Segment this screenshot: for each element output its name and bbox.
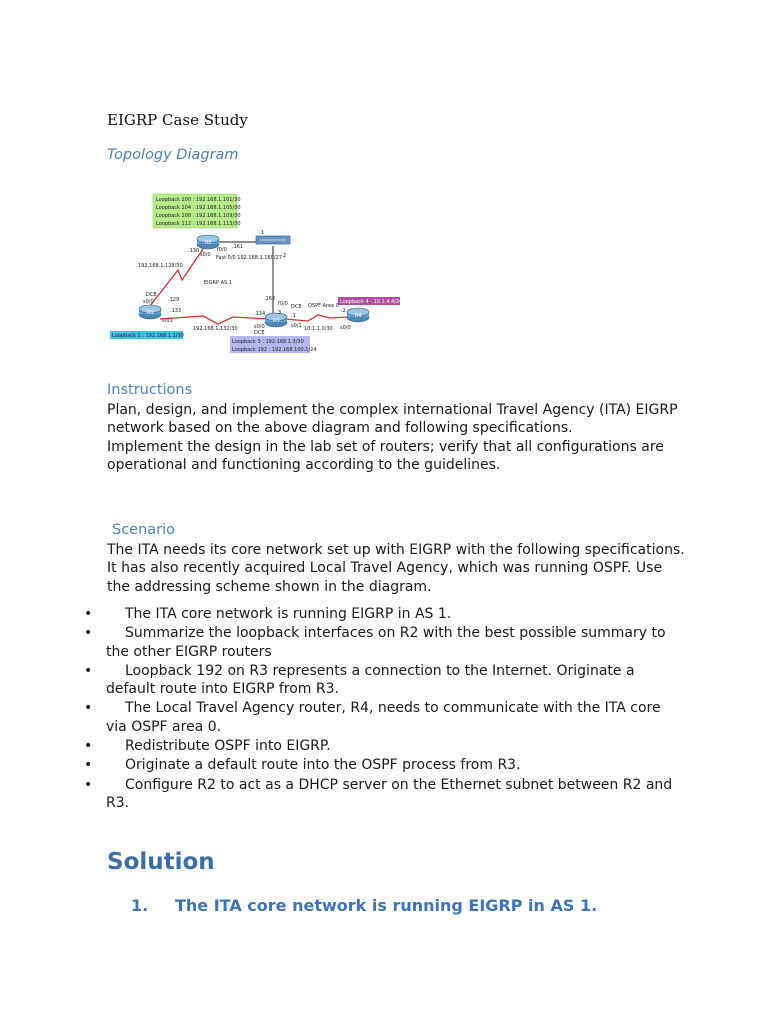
ip-r3-s: .134 xyxy=(254,311,266,317)
list-item xyxy=(84,662,684,699)
ip-r2-fa: .161 xyxy=(232,244,244,250)
bullet-icon: • xyxy=(84,662,93,679)
instructions-paragraph-1: Plan, design, and implement the complex international Travel Agency (ITA) EIGRP network based on the above diagram and following specifications. xyxy=(107,402,678,437)
eigrp-as-label: EIGRP AS 1 xyxy=(204,280,232,286)
if-r4-s: s0/0 xyxy=(340,325,351,331)
subnet-r1-r3-label: 192.168.1.132/30 xyxy=(193,326,238,332)
subnet-r3-r4-label: 10.1.1.0/30 xyxy=(304,326,333,332)
list-item-text: Loopback 192 on R3 represents a connection to the Internet. Originate a default route into EIGRP from R3. xyxy=(106,662,635,698)
solution-heading: Solution xyxy=(107,849,215,875)
loopback-r3-line-2: Loopback 192 : 192.168.100.1/24 xyxy=(232,347,317,353)
topology-diagram xyxy=(108,186,403,358)
list-item-text: The ITA core network is running EIGRP in AS 1. xyxy=(125,606,452,622)
list-item xyxy=(84,605,684,623)
if-r2-s: s0/0 xyxy=(200,252,211,258)
list-item xyxy=(84,624,684,661)
document-title: EIGRP Case Study xyxy=(107,111,248,129)
scenario-body xyxy=(107,541,687,596)
ip-r1-s2: .133 xyxy=(170,308,182,314)
list-item-text: The Local Travel Agency router, R4, needs to communicate with the ITA core via OSPF area 0. xyxy=(106,700,661,735)
scenario-paragraph: The ITA needs its core network set up with EIGRP with the following specifications. It has also recently acquired Local Travel Agency, which was running OSPF. Use the addressing scheme shown in the diagram. xyxy=(107,542,685,595)
if-r1-s2: s0/1 xyxy=(162,318,173,324)
loopback-r2-line-3: Loopback 108 : 192.168.1.109/30 xyxy=(156,213,241,219)
list-item xyxy=(84,776,684,813)
ip-r1-s1: .129 xyxy=(168,297,180,303)
instructions-body xyxy=(107,401,687,474)
fa-subnet-label: Fast 0/0 192.168.1.160/27 xyxy=(216,255,282,261)
loopback-r2-line-4: Loopback 112 : 192.168.1.113/30 xyxy=(156,221,241,227)
loopback-r4-label: Loopback 4 : 10.1.4.4/24 xyxy=(340,299,403,305)
bullet-icon: • xyxy=(84,776,93,793)
list-item-text: Configure R2 to act as a DHCP server on the Ethernet subnet between R2 and R3. xyxy=(106,776,673,811)
if-r2-fa: f0/0 xyxy=(217,247,227,253)
instructions-heading: Instructions xyxy=(107,382,193,398)
router-r4-label: R4 xyxy=(355,313,362,319)
loopback-r2-line-2: Loopback 104 : 192.168.1.105/30 xyxy=(156,205,241,211)
topology-subtitle: Topology Diagram xyxy=(107,147,239,163)
dce-r3: DCE xyxy=(291,304,302,310)
solution-step-1 xyxy=(131,896,597,915)
list-item-text: Summarize the loopback interfaces on R2 with the best possible summary to the other EIGRP routers xyxy=(106,625,666,660)
if-r3-s2: s0/1 xyxy=(291,323,302,329)
list-item xyxy=(84,756,684,774)
loopback-r2-line-1: Loopback 100 : 192.168.1.101/30 xyxy=(156,197,241,203)
instructions-paragraph-2: Implement the design in the lab set of routers; verify that all configurations are operational and functioning according to the guidelines. xyxy=(107,438,664,473)
dce-r3b: DCE xyxy=(254,330,265,336)
sw-port-1: 1 xyxy=(261,230,265,236)
sw-port-3: 3 xyxy=(278,310,282,316)
router-r1-label: R1 xyxy=(147,310,154,316)
requirements-list xyxy=(84,605,684,813)
dce-r1: DCE xyxy=(146,292,157,298)
list-item xyxy=(84,737,684,755)
ospf-area-label: OSPF Area 0 xyxy=(308,303,339,309)
subnet-r1-r2-label: 192.168.1.128/30 xyxy=(138,263,183,269)
ip-r3-s2: .1 xyxy=(291,313,296,319)
ip-r4-s: .2 xyxy=(341,308,346,314)
if-r1-s1: s0/0 xyxy=(143,299,154,305)
step-text: The ITA core network is running EIGRP in AS 1. xyxy=(175,896,598,915)
list-item-text: Redistribute OSPF into EIGRP. xyxy=(125,738,331,755)
scenario-heading: Scenario xyxy=(112,522,176,538)
list-item xyxy=(84,699,684,736)
loopback-r1-label: Loopback 1 : 192.168.1.1/30 xyxy=(112,333,184,339)
list-item-text: Originate a default route into the OSPF process from R3. xyxy=(125,757,521,774)
if-r3-fa: f0/0 xyxy=(278,301,288,307)
switch-icon xyxy=(256,236,290,244)
step-number: 1. xyxy=(131,896,149,915)
bullet-icon: • xyxy=(84,606,93,622)
ip-r2-s: .130 xyxy=(188,248,200,254)
router-r2-label: R2 xyxy=(205,240,212,246)
bullet-icon: • xyxy=(84,625,93,642)
serial-link-r1-r3 xyxy=(160,316,268,324)
bullet-icon: • xyxy=(84,738,93,755)
ip-r3-fa: .162 xyxy=(264,296,276,302)
sw-port-2: 2 xyxy=(283,253,287,259)
bullet-icon: • xyxy=(84,700,93,717)
loopback-r3-line-1: Loopback 3 : 192.168.1.3/30 xyxy=(232,339,304,345)
bullet-icon: • xyxy=(84,757,93,774)
if-r3-s: s0/0 xyxy=(254,324,265,330)
router-r3-label: R3 xyxy=(273,318,280,324)
